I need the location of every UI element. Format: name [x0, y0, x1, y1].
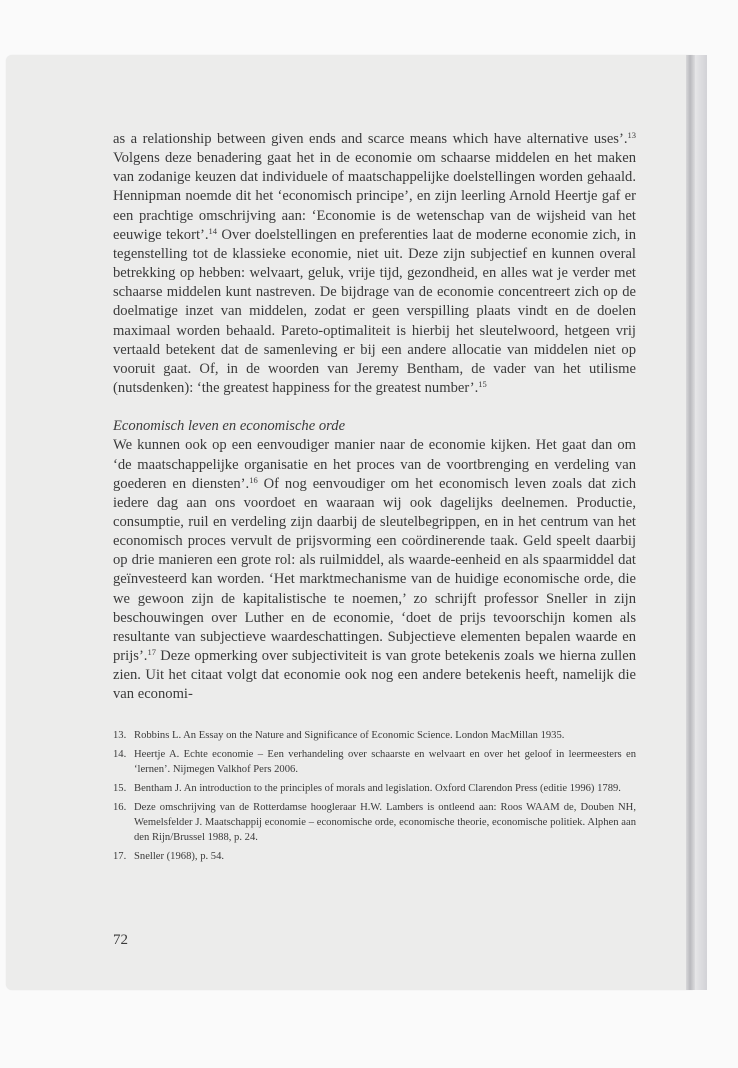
footnote-number: 14.: [113, 748, 127, 760]
footnote-text: Deze omschrijving van de Rotterdamse hoogleraar H.W. Lambers is ontleend aan: Roos WAAM de, Douben NH, Wemelsfelder J. Maatschappij economie – economische orde, economische theorie, economische politiek. Alphen aan den Rijn/Brussel 1988, p. 24.: [134, 801, 636, 843]
footnote-text: Bentham J. An introduction to the principles of morals and legislation. Oxford Clarendon Press (editie 1996) 1789.: [134, 782, 621, 794]
footnote-ref-16[interactable]: 16: [249, 474, 258, 485]
page-gutter-shadow: [686, 55, 695, 990]
footnote-17: [113, 849, 636, 864]
footnote-text: Sneller (1968), p. 54.: [134, 850, 225, 862]
footnote-number: 16.: [113, 801, 127, 813]
footnote-text: Robbins L. An Essay on the Nature and Significance of Economic Science. London MacMillan 1935.: [134, 729, 565, 741]
text-column: [113, 130, 636, 868]
footnote-16: [113, 800, 636, 845]
paragraph-1-text-a: as a relationship between given ends and scarce means which have alternative uses’.: [113, 131, 628, 147]
footnote-ref-15[interactable]: 15: [478, 379, 487, 390]
paragraph-1-text-c: Over doelstellingen en preferenties laat de moderne economie zich, in tegenstelling tot de klassieke economie, niet uit. Deze zijn subjectief en kunnen overal betrekking op hebben: welvaart, geluk, vrije tijd, gezondheid, en alles wat je verder met schaarse middelen kunt nastreven. De bijdrage van de economie concentreert zich op de doelmatige inzet van middelen, zodat er geen verspilling plaats vindt en de doelen maximaal worden behaald. Pareto-optimaliteit is hierbij het sleutelwoord, hetgeen vrij vertaald betekent dat de samenleving er bij een andere allocatie van middelen niet op vooruit gaat. Of, in de woorden van Jeremy Bentham, de vader van het utilisme (nutsdenken): ‘the greatest happiness for the greatest number’.: [113, 226, 636, 397]
page-edge: [695, 55, 707, 990]
section-heading: Economisch leven en economische orde: [113, 418, 346, 435]
footnote-text: Heertje A. Echte economie – Een verhandeling over schaarste en welvaart en over het geloof in leermeesters en ‘lernen’. Nijmegen Valkhof Pers 2006.: [134, 748, 636, 775]
paragraph-2-text-c: Deze opmerking over subjectiviteit is van grote betekenis zoals we hierna zullen zien. Uit het citaat volgt dat economie ook nog een andere betekenis heeft, namelijk die van economi-: [113, 648, 636, 703]
paragraph-2: [113, 436, 636, 704]
footnote-ref-17[interactable]: 17: [147, 647, 156, 658]
footnote-ref-13[interactable]: 13: [627, 130, 636, 140]
footnote-13: [113, 728, 636, 743]
footnote-number: 17.: [113, 850, 127, 862]
paragraph-1: [113, 130, 636, 398]
footnote-15: [113, 781, 636, 796]
footnote-ref-14[interactable]: 14: [208, 225, 218, 236]
paragraph-1-text-b: Volgens deze benadering gaat het in de economie om schaarse middelen en het maken van zodanige keuzen dat individuele of maatschappelijke doelstellingen worden gehaald. Hennipman noemde dit het ‘economisch principe’, en zijn leerling Arnold Heertje gaf er een prachtige omschrijving aan: ‘Economie is de wetenschap van de wijsheid van het eeuwige tekort’.: [113, 150, 636, 243]
footnotes: [113, 728, 636, 864]
footnote-number: 13.: [113, 729, 127, 741]
footnote-number: 15.: [113, 782, 127, 794]
paragraph-2-text-a: We kunnen ook op een eenvoudiger manier naar de economie kijken. Het gaat dan om ‘de maatschappelijke organisatie en het proces van de voortbrenging en verdeling van goederen en diensten’.: [113, 437, 636, 492]
page-number: 72: [113, 932, 128, 948]
paragraph-2-text-b: Of nog eenvoudiger om het economisch leven zoals dat zich iedere dag aan ons voordoet en waaraan wij ook dagelijks deelnemen. Productie, consumptie, ruil en verdeling zijn daarbij de sleutelbegrippen, en in het centrum van het economisch proces vervult de prijsvorming een coördinerende taak. Geld speelt daarbij op drie manieren een grote rol: als ruilmiddel, als waarde-eenheid en als spaarmiddel dat geïnvesteerd kan worden. ‘Het marktmechanisme van de huidige economische orde, die we gewoon zijn de kapitalistische te noemen,’ zo schrijft professor Sneller in zijn beschouwingen over Luther en de economie, ‘doet de prijs tevoorschijn komen als resultante van subjectieve waardeschattingen. Subjectieve elementen bepalen waarde en prijs’.: [113, 475, 636, 665]
footnote-14: [113, 747, 636, 777]
